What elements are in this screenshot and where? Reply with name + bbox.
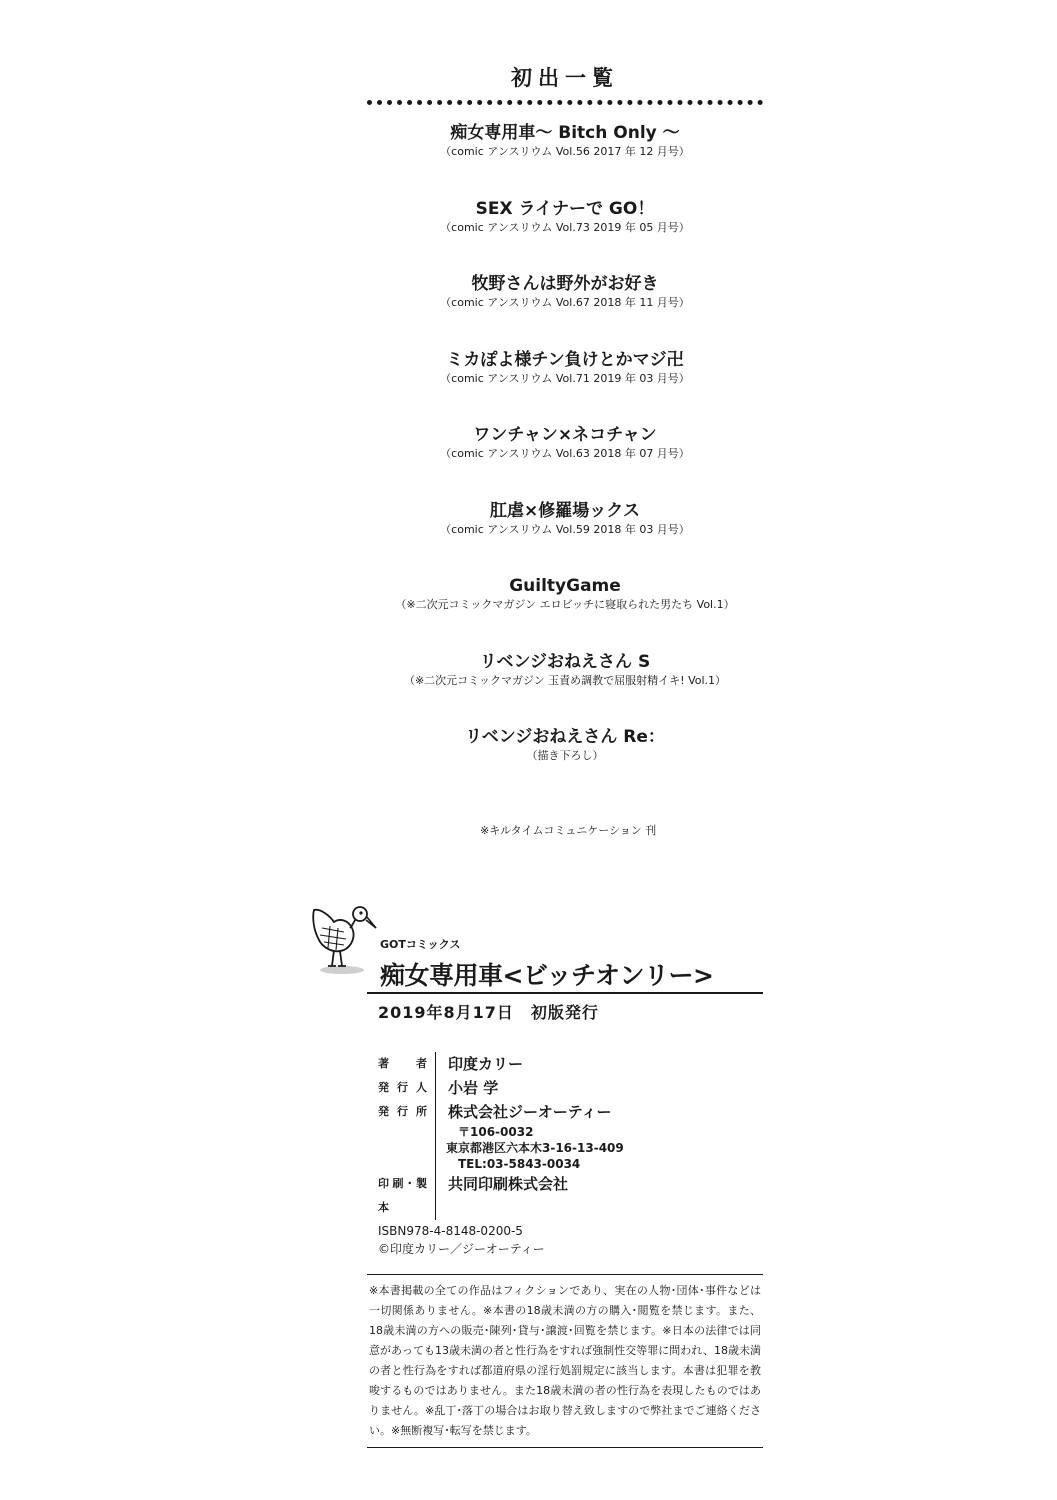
work-title: 牧野さんは野外がお好き [471, 274, 659, 294]
dotted-divider [367, 100, 763, 105]
credit-row-author [378, 1052, 758, 1076]
credit-value: 共同印刷株式会社 [448, 1175, 569, 1193]
credit-row-publisher-person [378, 1076, 758, 1100]
work-source: （comic アンスリウム Vol.63 2018 年 07 月号） [440, 447, 690, 460]
phone-number: TEL:03-5843-0034 [458, 1157, 581, 1171]
bird-mascot-icon [300, 898, 380, 978]
work-source: （comic アンスリウム Vol.71 2019 年 03 月号） [440, 371, 690, 385]
credit-key: 印刷･製本 [378, 1172, 436, 1220]
credit-value: 印度カリー [448, 1055, 524, 1073]
credits-table [378, 1052, 758, 1220]
work-title: リベンジおねえさん S [479, 651, 651, 672]
credit-row-printer [378, 1172, 758, 1220]
street-address: 東京都港区六本木3-16-13-409 [446, 1141, 624, 1155]
work-title: ミカぽよ様チン負けとかマジ卍 [446, 349, 684, 370]
work-title: リベンジおねえさん Re： [465, 727, 665, 747]
work-source: （comic アンスリウム Vol.67 2018 年 11 月号） [440, 296, 690, 309]
credit-key-spacer [378, 1124, 436, 1172]
credit-key: 著 者 [378, 1052, 436, 1076]
postal-code: 〒106-0032 [458, 1125, 534, 1139]
credit-row-address [378, 1124, 758, 1172]
list-item [367, 500, 763, 576]
work-title: GuiltyGame [509, 576, 621, 596]
publisher-address [436, 1124, 624, 1172]
publisher-note: ※キルタイムコミュニケーション 刊 [480, 824, 657, 837]
list-item [367, 349, 763, 425]
work-source: （描き下ろし） [526, 749, 604, 762]
work-title: ワンチャン×ネコチャン [473, 425, 657, 445]
work-source: （※二次元コミックマガジン 玉責め調教で屈服射精イキ! Vol.1） [403, 673, 727, 687]
credit-key: 発行所 [378, 1100, 436, 1124]
list-item [367, 198, 763, 274]
list-item [367, 651, 763, 727]
book-title: 痴女専用車<ビッチオンリー> [380, 961, 714, 990]
credit-value: 株式会社ジーオーティー [448, 1103, 612, 1121]
work-title: 痴女専用車～ Bitch Only ～ [450, 123, 680, 143]
title-rule [367, 992, 763, 994]
publication-date: 2019年8月17日 初版発行 [378, 1003, 599, 1022]
isbn: ISBN978-4-8148-0200-5 [378, 1224, 523, 1238]
credit-key: 発行人 [378, 1076, 436, 1100]
series-label: GOTコミックス [380, 938, 461, 951]
works-list [367, 122, 763, 802]
list-item [367, 575, 763, 651]
work-title: SEX ライナーで GO！ [475, 198, 655, 219]
credit-value: 小岩 学 [448, 1079, 499, 1097]
work-title: 肛虐×修羅場ックス [489, 500, 641, 521]
credit-row-publisher [378, 1100, 758, 1124]
isbn-block [378, 1222, 545, 1258]
list-item [367, 726, 763, 802]
work-source: （comic アンスリウム Vol.56 2017 年 12 月号） [440, 145, 690, 158]
list-item [367, 273, 763, 349]
copyright: ©印度カリー／ジーオーティー [378, 1242, 545, 1256]
work-source: （comic アンスリウム Vol.73 2019 年 05 月号） [440, 220, 690, 234]
page-heading: 初出一覧 [511, 66, 619, 90]
list-item [367, 122, 763, 198]
legal-notice: ※本書掲載の全ての作品はフィクションであり、実在の人物･団体･事件などは一切関係ありません。※本書の18歳未満の方の購入･閲覧を禁じます。また、18歳未満の方への販売･陳列･貸与･譲渡･回覧を禁じます。※日本の法律では同意があっても13歳未満の者と性行為をすれば強制性交等罪に問われ、18歳未満の者と性行為をすれば都道府県の淫行処罰規定に該当します。本書は犯罪を教唆するものではありません。また18歳未満の者の性行為を表現したものではありません。※乱丁･落丁の場合はお取り替え致しますので弊社までご連絡ください。※無断複写･転写を禁じます。 [367, 1274, 763, 1448]
work-source: （※二次元コミックマガジン エロビッチに寝取られた男たち Vol.1） [395, 598, 735, 611]
work-source: （comic アンスリウム Vol.59 2018 年 03 月号） [440, 522, 690, 536]
list-item [367, 424, 763, 500]
